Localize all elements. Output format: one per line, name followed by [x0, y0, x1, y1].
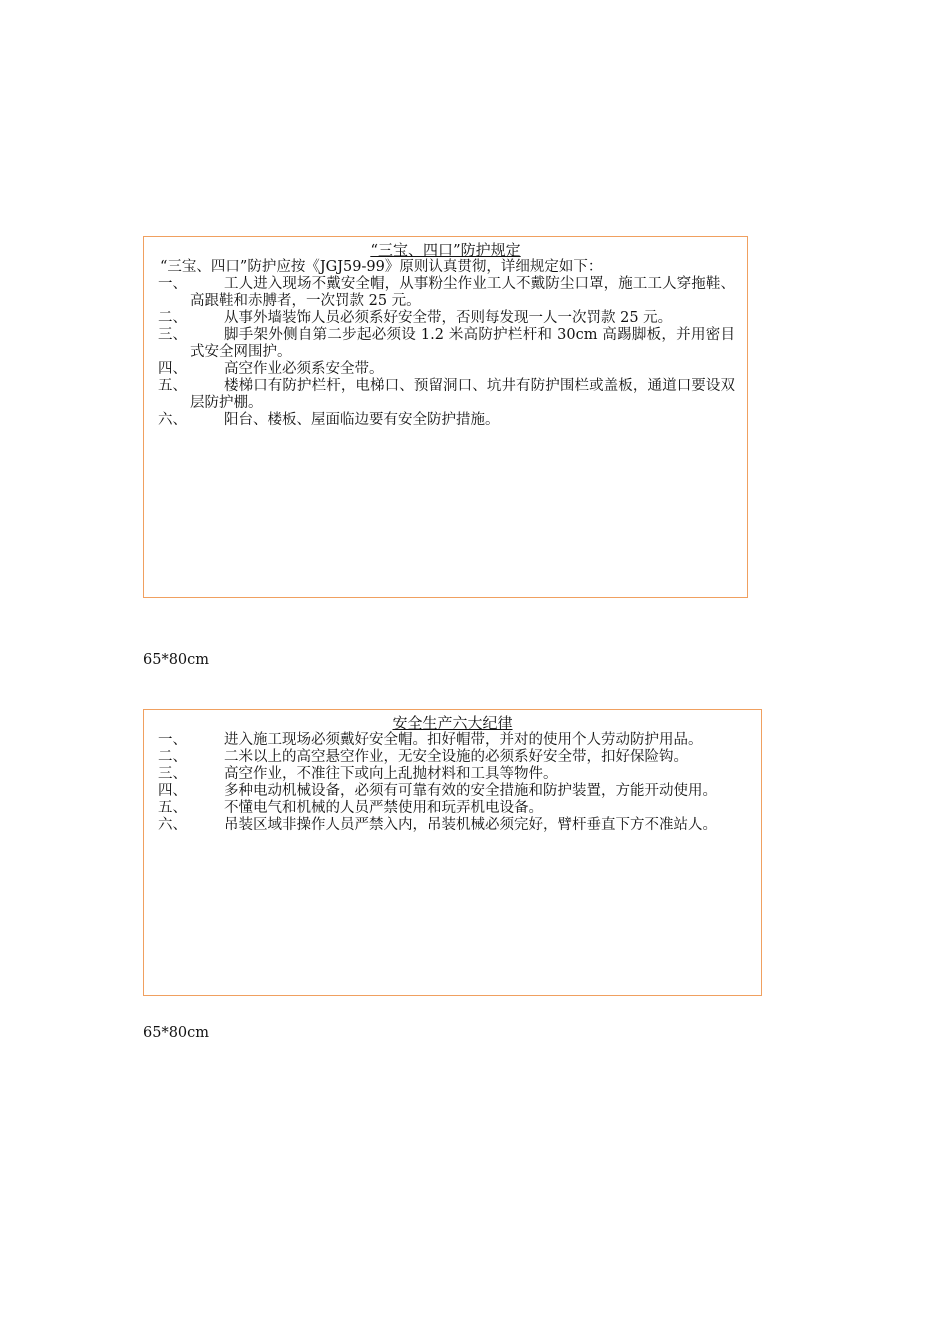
list-item [144, 327, 747, 361]
item-number: 一、 [158, 732, 187, 748]
item-text: 吊装区域非操作人员严禁入内，吊装机械必须完好，臂杆垂直下方不准站人。 [224, 817, 717, 833]
item-number: 二、 [158, 310, 187, 326]
item-number: 一、 [158, 276, 187, 292]
list-item [144, 817, 761, 834]
item-text: 从事外墙装饰人员必须系好安全带，否则每发现一人一次罚款 25 元。 [224, 310, 673, 326]
item-number: 三、 [158, 766, 187, 782]
rules-list [144, 276, 747, 429]
item-number: 四、 [158, 361, 187, 377]
item-number: 三、 [158, 327, 187, 343]
list-item [144, 412, 747, 429]
item-text: 高空作业必须系安全带。 [224, 361, 384, 377]
item-text: 楼梯口有防护栏杆，电梯口、预留洞口、坑井有防护围栏或盖板，通道口要设双层防护棚。 [190, 378, 735, 411]
list-item [144, 749, 761, 766]
item-text: 进入施工现场必须戴好安全帽。扣好帽带，并对的使用个人劳动防护用品。 [224, 732, 703, 748]
item-text: 脚手架外侧自第二步起必须设 1.2 米高防护栏杆和 30cm 高踢脚板，并用密目式安全网围护。 [190, 327, 735, 360]
item-number: 四、 [158, 783, 187, 799]
list-item [144, 766, 761, 783]
list-item [144, 800, 761, 817]
item-text: 高空作业，不准往下或向上乱抛材料和工具等物件。 [224, 766, 558, 782]
rules-list [144, 732, 761, 834]
panel-title: 安全生产六大纪律 [392, 714, 513, 732]
list-item [144, 276, 747, 310]
panel-title: “三宝、四口”防护规定 [370, 241, 521, 259]
item-number: 五、 [158, 800, 187, 816]
item-text: 工人进入现场不戴安全帽，从事粉尘作业工人不戴防尘口罩，施工工人穿拖鞋、高跟鞋和赤膊者，一次罚款 25 元。 [190, 276, 735, 309]
protection-rules-panel [143, 236, 748, 598]
item-number: 六、 [158, 817, 187, 833]
list-item [144, 310, 747, 327]
list-item [144, 783, 761, 800]
item-text: 阳台、楼板、屋面临边要有安全防护措施。 [224, 412, 500, 428]
item-text: 不懂电气和机械的人员严禁使用和玩弄机电设备。 [224, 800, 543, 816]
list-item [144, 361, 747, 378]
size-note: 65*80cm [143, 652, 210, 668]
item-number: 六、 [158, 412, 187, 428]
item-text: 多种电动机械设备，必须有可靠有效的安全措施和防护装置，方能开动使用。 [224, 783, 717, 799]
size-note: 65*80cm [143, 1025, 210, 1041]
safety-discipline-panel [143, 709, 762, 996]
item-text: 二米以上的高空悬空作业，无安全设施的必须系好安全带，扣好保险钩。 [224, 749, 688, 765]
list-item [144, 732, 761, 749]
intro-text: “三宝、四口”防护应按《JGJ59-99》原则认真贯彻，详细规定如下： [160, 259, 603, 275]
list-item [144, 378, 747, 412]
item-number: 二、 [158, 749, 187, 765]
item-number: 五、 [158, 378, 187, 394]
